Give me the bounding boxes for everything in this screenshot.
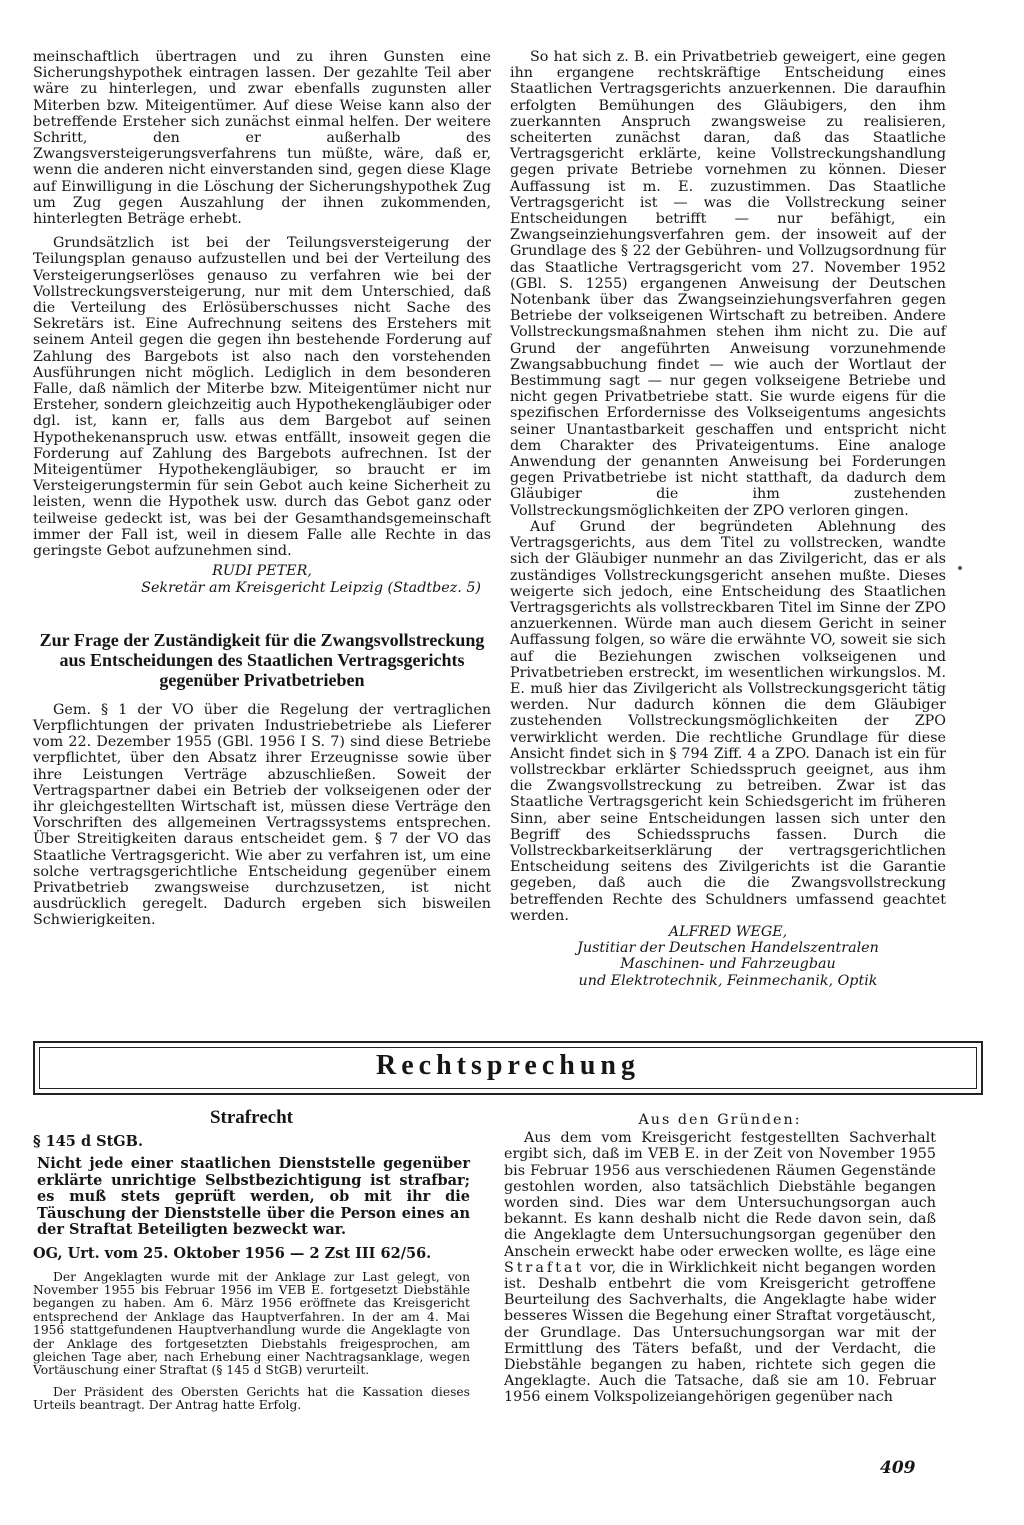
case-facts-2: Der Präsident des Obersten Gerichts hat die Kassation dieses Urteils beantragt. Der Antrag hatte Erfolg. <box>33 1384 470 1413</box>
author-role-wege-line-2: Maschinen- und Fahrzeugbau <box>620 956 836 973</box>
page-number: 409 <box>880 1458 916 1478</box>
headnote: Nicht jede einer staatlichen Dienststelle gegenüber erklärte unrichtige Selbstbezichtigung ist strafbar; es muß stets geprüft werden, ob mit ihr die Täuschung der Dienststelle über die Person eines an der Straftat Beteiligten bezweckt war. <box>37 1155 470 1239</box>
right-paragraph-1: So hat sich z. B. ein Privatbetrieb geweigert, eine gegen ihn ergangene rechtskräftige Entscheidung eines Staatlichen Vertragsgerichts anzuerkennen. Die daraufhin erfolgten Bemühungen des Gläubigers, den ihm zuerkannten Anspruch zwangsweise zu realisieren, scheiterten zunächst daran, daß das Staatliche Vertragsgericht erklärte, keine Vollstreckungshandlung gegen private Betriebe vornehmen zu können. Dieser Auffassung ist m. E. zuzustimmen. Das Staatliche Vertragsgericht ist — was die Vollstreckung seiner Entscheidungen betrifft — nur befähigt, ein Zwangseinziehungsverfahren gem. der insoweit auf der Grundlage des § 22 der Gebühren- und Vollzugsordnung für das Staatliche Vertragsgericht vom 27. November 1952 (GBl. S. 1255) ergangenen Anweisung der Deutschen Notenbank über das Zwangseinziehungsverfahren gegen Betriebe der volkseigenen Wirtschaft zu betreiben. Andere Vollstreckungsmaßnahmen stehen ihm nicht zu. Die auf Grund der angeführten Anweisung vorzunehmende Zwangsabbuchung findet — wie auch der Wortlaut der Bestimmung sagt — nur gegen volkseigene Betriebe und nicht gegen Privatbetriebe statt. Sie wurde eigens für die spezifischen Erfordernisse des Volkseigentums angesichts seiner Unantastbarkeit geschaffen und entspricht nicht dem Charakter des Privateigentums. Eine analoge Anwendung der genannten Anweisung bei Forderungen gegen Privatbetriebe ist nicht statthaft, da dadurch dem Gläubiger die ihm zustehenden Vollstreckungsmöglichkeiten der ZPO verloren gingen. <box>510 49 946 519</box>
article-title: Zur Frage der Zuständigkeit für die Zwangsvollstreckung aus Entscheidungen des Staatlichen Vertragsgerichts gegenüber Privatbetrieben <box>39 629 485 690</box>
reasons-text <box>504 1130 936 1405</box>
court-citation: OG, Urt. vom 25. Oktober 1956 — 2 Zst III 62/56. <box>33 1245 432 1263</box>
section-banner <box>33 1041 983 1095</box>
left-paragraph-3: Gem. § 1 der VO über die Regelung der vertraglichen Verpflichtungen der privaten Industriebetriebe als Lieferer vom 22. Dezember 1955 (GBl. 1956 I S. 7) sind diese Betriebe verpflichtet, über den Absatz ihrer Erzeugnisse sowie über ihre Leistungen Verträge abzuschließen. Soweit der Vertragspartner dabei ein Betrieb der volkseigenen oder der ihr gleichgestellten Wirtschaft ist, müssen diese Verträge den Vorschriften des allgemeinen Vertragssystems entsprechen. Über Streitigkeiten daraus entscheidet gem. § 7 der VO das Staatliche Vertragsgericht. Wie aber zu verfahren ist, um eine solche vertragsgerichtliche Entscheidung gegenüber einem Privatbetrieb zwangsweise durchzusetzen, ist nicht ausdrücklich geregelt. Dadurch ergeben sich bisweilen Schwierigkeiten. <box>33 701 491 929</box>
left-paragraph-2: Grundsätzlich ist bei der Teilungsversteigerung der Teilungsplan genauso aufzustellen und bei der Verteilung des Versteigerungserlöses genauso zu verfahren wie bei der Vollstreckungsversteigerung, nur mit dem Unterschied, daß die Verteilung des Erlösüberschusses nicht Sache des Sekretärs ist. Eine Aufrechnung seitens des Erstehers mit seinem Anteil gegen die gegen ihn bestehende Forderung auf Zahlung des Bargebots ist also nach den vorstehenden Ausführungen nicht möglich. Lediglich in dem besonderen Falle, daß nämlich der Miterbe bzw. Miteigentümer nicht nur Ersteher, sondern gleichzeitig auch Hypothekengläubiger oder dgl. ist, kann er, falls aus dem Bargebot auf seinen Hypothekenanspruch usw. etwas entfällt, insoweit gegen die Forderung auf Zahlung des Bargebots aufrechnen. Ist der Miteigentümer Hypothekengläubiger, so braucht er im Versteigerungstermin für sein Gebot auch keine Sicherheit zu leisten, wenn die Hypothek usw. durch das Gebot ganz oder teilweise gedeckt ist, was bei der Gesamthandsgemeinschaft immer der Fall ist, weil in diesem Falle alle Rechte in das geringste Gebot aufzunehmen sind. <box>33 235 491 560</box>
banner-title: Rechtsprechung <box>376 1050 640 1081</box>
right-paragraph-2: Auf Grund der begründeten Ablehnung des Vertragsgerichts, aus dem Titel zu vollstrecken, wandte sich der Gläubiger nunmehr an das Zivilgericht, das er als zuständiges Vollstreckungsgericht ansehen mußte. Dieses weigerte sich jedoch, eine Entscheidung des Staatlichen Vertragsgerichts als vollstreckbaren Titel im Sinne der ZPO anzuerkennen. Würde man auch diesem Gericht in seiner Auffassung folgen, so wäre die erwähnte VO, soweit sie sich auf die Beziehungen zwischen volkseigenen und Privatbetrieben erstreckt, im wesentlichen wirkungslos. M. E. muß hier das Zivilgericht als Vollstreckungsgericht tätig werden. Nur dadurch können die dem Gläubiger zustehenden Vollstreckungsmöglichkeiten der ZPO verwirklicht werden. Die rechtliche Grundlage für diese Ansicht findet sich in § 794 Ziff. 4 a ZPO. Danach ist ein für vollstreckbar erklärter Schiedsspruch geeignet, aus ihm die Zwangsvollstreckung zu betreiben. Zwar ist das Staatliche Vertragsgericht kein Schiedsgericht im früheren Sinn, aber seine Entscheidungen lassen sich unter den Begriff des Schiedsspruchs fassen. Durch die Vollstreckbarkeitserklärung der vertragsgerichtlichen Entscheidung seitens des Zivilgerichts ist die Garantie gegeben, daß auch die die Zwangsvollstreckung betreffenden Rechte des Schuldners umfassend geachtet werden. <box>510 518 947 924</box>
print-speck <box>958 566 962 570</box>
author-role-wege-line-3: und Elektrotechnik, Feinmechanik, Optik <box>578 972 878 989</box>
bottom-left-column <box>33 1107 470 1413</box>
bottom-right-column <box>504 1112 936 1406</box>
case-facts-1: Der Angeklagten wurde mit der Anklage zur Last gelegt, von November 1955 bis Februar 1956 im VEB E. fortgesetzt Diebstähle begangen zu haben. Am 6. März 1956 eröffnete das Kreisgericht entsprechend der Anklage das Hauptverfahren. In der am 4. Mai 1956 stattgefundenen Hauptverhandlung wurde die Angeklagte von der Anklage des fortgesetzten Diebstahls freigesprochen, am gleichen Tage aber, nach Erhebung einer Nachtragsanklage, wegen Vortäuschung einer Straftat (§ 145 d StGB) verurteilt. <box>33 1269 470 1378</box>
reasons-text-part-b: vor, die in Wirklichkeit nicht begangen worden ist. Deshalb entbehrt die vom Kreisgericht getroffene Beurteilung des Sachverhalts, die Angeklagte habe wider besseres Wissen die Begehung einer Straftat vorgetäuscht, der Grundlage. Das Untersuchungsorgan war mit der Ermittlung des Täters befaßt, und der Verdacht, die Diebstähle begangen zu haben, richtete sich gegen die Angeklagte. Auch die Tatsache, daß sie am 10. Februar 1956 einem Volkspolizeiangehörigen gegenüber nach <box>504 1259 936 1406</box>
section-title-strafrecht: Strafrecht <box>209 1107 293 1128</box>
author-signature-wege: ALFRED WEGE, <box>668 923 788 940</box>
author-role-peter: Sekretär am Kreisgericht Leipzig (Stadtbez. 5) <box>141 579 481 596</box>
reasons-heading: Aus den Gründen: <box>638 1112 802 1128</box>
left-column <box>33 49 491 929</box>
reasons-text-emphasis: Straftat <box>504 1259 585 1276</box>
right-column <box>510 49 946 989</box>
author-role-wege-line-1: Justitiar der Deutschen Handelszentralen <box>577 940 879 957</box>
author-signature-peter: RUDI PETER, <box>212 563 312 580</box>
paragraph-reference: § 145 d StGB. <box>33 1133 143 1151</box>
reasons-text-part-a: Aus dem vom Kreisgericht festgestellten Sachverhalt ergibt sich, daß im VEB E. in der Zeit von November 1955 bis Februar 1956 aus verschiedenen Räumen Gegenstände gestohlen worden, also tatsächlich Diebstähle begangen worden sind. Dies war dem Untersuchungsorgan auch bekannt. Es kann deshalb nicht die Rede davon sein, daß die Angeklagte dem Untersuchungsorgan gegenüber den Anschein erweckt habe oder erwecken wollte, es läge eine <box>504 1130 936 1260</box>
left-paragraph-1: meinschaftlich übertragen und zu ihren Gunsten eine Sicherungshypothek eintragen lassen. Der gezahlte Teil aber wäre zu hinterlegen, und zwar ebenfalls zugunsten aller Miterben bzw. Miteigentümer. Auf diese Weise kann also der betreffende Ersteher sich zunächst einmal helfen. Der weitere Schritt, den er außerhalb des Zwangsversteigerungsverfahrens tun müßte, wäre, daß er, wenn die anderen nicht einverstanden sind, gegen diese Klage auf Einwilligung in die Löschung der Sicherungshypothek Zug um Zug gegen Auszahlung der ihnen zukommenden, hinterlegten Beträge erhebt. <box>33 49 491 228</box>
